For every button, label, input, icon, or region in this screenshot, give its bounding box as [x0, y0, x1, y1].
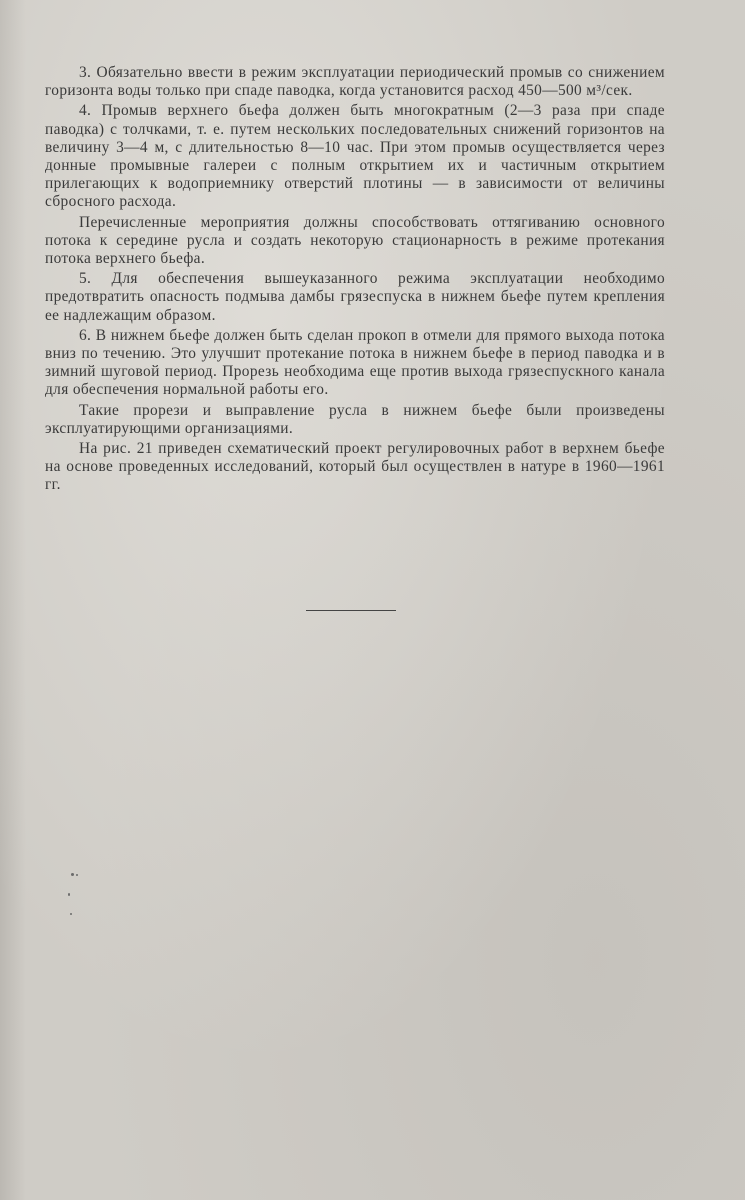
paragraph-figure-21: На рис. 21 приведен схематический проект регулировочных работ в верхнем бьефе на основе проведенных исследований, который был осуществлен в натуре в 1960—1961 гг.: [45, 440, 665, 494]
paragraph-item-6: 6. В нижнем бьефе должен быть сделан прокоп в отмели для прямого выхода потока вниз по течению. Это улучшит протекание потока в нижнем бьефе в период паводка и в зимний шуговой период. Прорезь необходима еще против выхода грязеспускного канала для обеспечения нормальной работы его.: [45, 326, 665, 399]
paragraph-item-4: 4. Промыв верхнего бьефа должен быть многократным (2—3 раза при спаде паводка) с толчками, т. е. путем нескольких последовательных снижений горизонтов на величину 3—4 м, с длительностью 8—10 час. При этом промыв осуществляется через донные промывные галереи с полным открытием их и частичным открытием прилегающих к водоприемнику отверстий плотины — в зависимости от величины сбросного расхода.: [45, 102, 665, 211]
print-speck: [71, 873, 74, 876]
body-text: [45, 64, 665, 495]
paragraph-item-3: 3. Обязательно ввести в режим эксплуатации периодический промыв со снижением горизонта воды только при спаде паводка, когда установится расход 450—500 м³/сек.: [45, 64, 665, 100]
paragraph-measures: Перечисленные мероприятия должны способствовать оттягиванию основного потока к середине русла и создать некоторую стационарность в режиме протекания потока верхнего бьефа.: [45, 213, 665, 268]
print-speck: [70, 913, 72, 915]
print-speck: [76, 874, 78, 876]
paragraph-item-5: 5. Для обеспечения вышеуказанного режима эксплуатации необходимо предотвратить опасность подмыва дамбы грязеспуска в нижнем бьефе путем крепления ее надлежащим образом.: [45, 270, 665, 324]
section-end-rule: [306, 610, 396, 611]
paragraph-cuts: Такие прорези и выправление русла в нижнем бьефе были произведены эксплуатирующими организациями.: [45, 401, 665, 437]
print-speck: [68, 893, 70, 896]
